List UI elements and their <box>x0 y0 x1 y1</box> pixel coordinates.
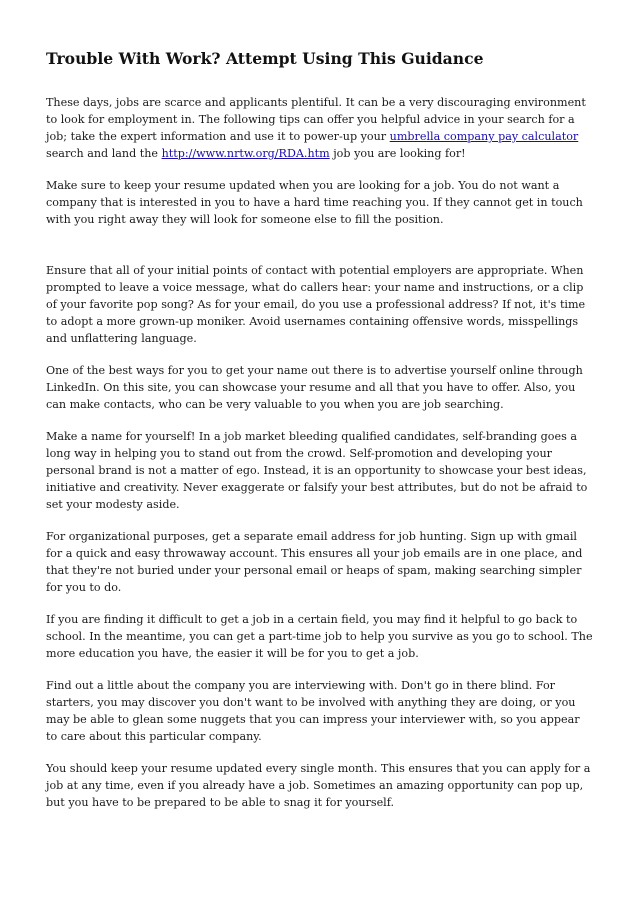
paragraph-branding: Make a name for yourself! In a job market bleeding qualified candidates, self-branding goes a long way in helping you to stand out from the crowd. Self-promotion and developing your personal brand is not a matter of ego. Instead, it is an opportunity to showcase your best ideas, initiative and creativity. Never exaggerate or falsify your best attributes, but do not be afraid to set your modesty aside. <box>46 430 588 511</box>
page-title: Trouble With Work? Attempt Using This Guidance <box>46 49 484 68</box>
paragraph-company: Find out a little about the company you are interviewing with. Don't go in there blind. For starters, you may discover you don't want to be involved with anything they are doing, or you may be able to glean some nuggets that you can impress your interviewer with, so you appear to care about this particular company. <box>46 679 580 743</box>
paragraph-linkedin: One of the best ways for you to get your name out there is to advertise yourself online through LinkedIn. On this site, you can showcase your resume and all that you have to offer. Also, you can make contacts, who can be very valuable to you when you are job searching. <box>46 364 583 411</box>
paragraph-school: If you are finding it difficult to get a job in a certain field, you may find it helpful to go back to school. In the meantime, you can get a part-time job to help you survive as you go to school. The more education you have, the easier it will be for you to get a job. <box>46 613 593 660</box>
document-page <box>46 48 594 826</box>
intro-paragraph <box>46 94 594 162</box>
paragraph-resume: Make sure to keep your resume updated when you are looking for a job. You do not want a company that is interested in you to have a hard time reaching you. If they cannot get in touch with you right away they will look for someone else to fill the position. <box>46 179 583 226</box>
umbrella-calculator-link[interactable]: umbrella company pay calculator <box>389 130 579 143</box>
paragraph-update: You should keep your resume updated every single month. This ensures that you can apply for a job at any time, even if you already have a job. Sometimes an amazing opportunity can pop up, but you have to be prepared to be able to snag it for yourself. <box>46 762 591 809</box>
intro-text-after: job you are looking for! <box>329 147 466 160</box>
nrtw-link[interactable]: http://www.nrtw.org/RDA.htm <box>161 147 330 160</box>
intro-text-before: These days, jobs are scarce and applicants plentiful. It can be a very discouraging environment to look for employment in. The following tips can offer you helpful advice in your search for a job; take the expert information and use it to power-up your <box>46 96 586 143</box>
paragraph-email: For organizational purposes, get a separate email address for job hunting. Sign up with gmail for a quick and easy throwaway account. This ensures all your job emails are in one place, and that they're not buried under your personal email or heaps of spam, making searching simpler for you to do. <box>46 530 583 594</box>
intro-text-middle: search and land the <box>46 147 162 160</box>
paragraph-contact: Ensure that all of your initial points of contact with potential employers are appropriate. When prompted to leave a voice message, what do callers hear: your name and instructions, or a clip of your favorite pop song? As for your email, do you use a professional address? If not, it's time to adopt a more grown-up moniker. Avoid usernames containing offensive words, misspellings and unflattering language. <box>46 264 586 345</box>
